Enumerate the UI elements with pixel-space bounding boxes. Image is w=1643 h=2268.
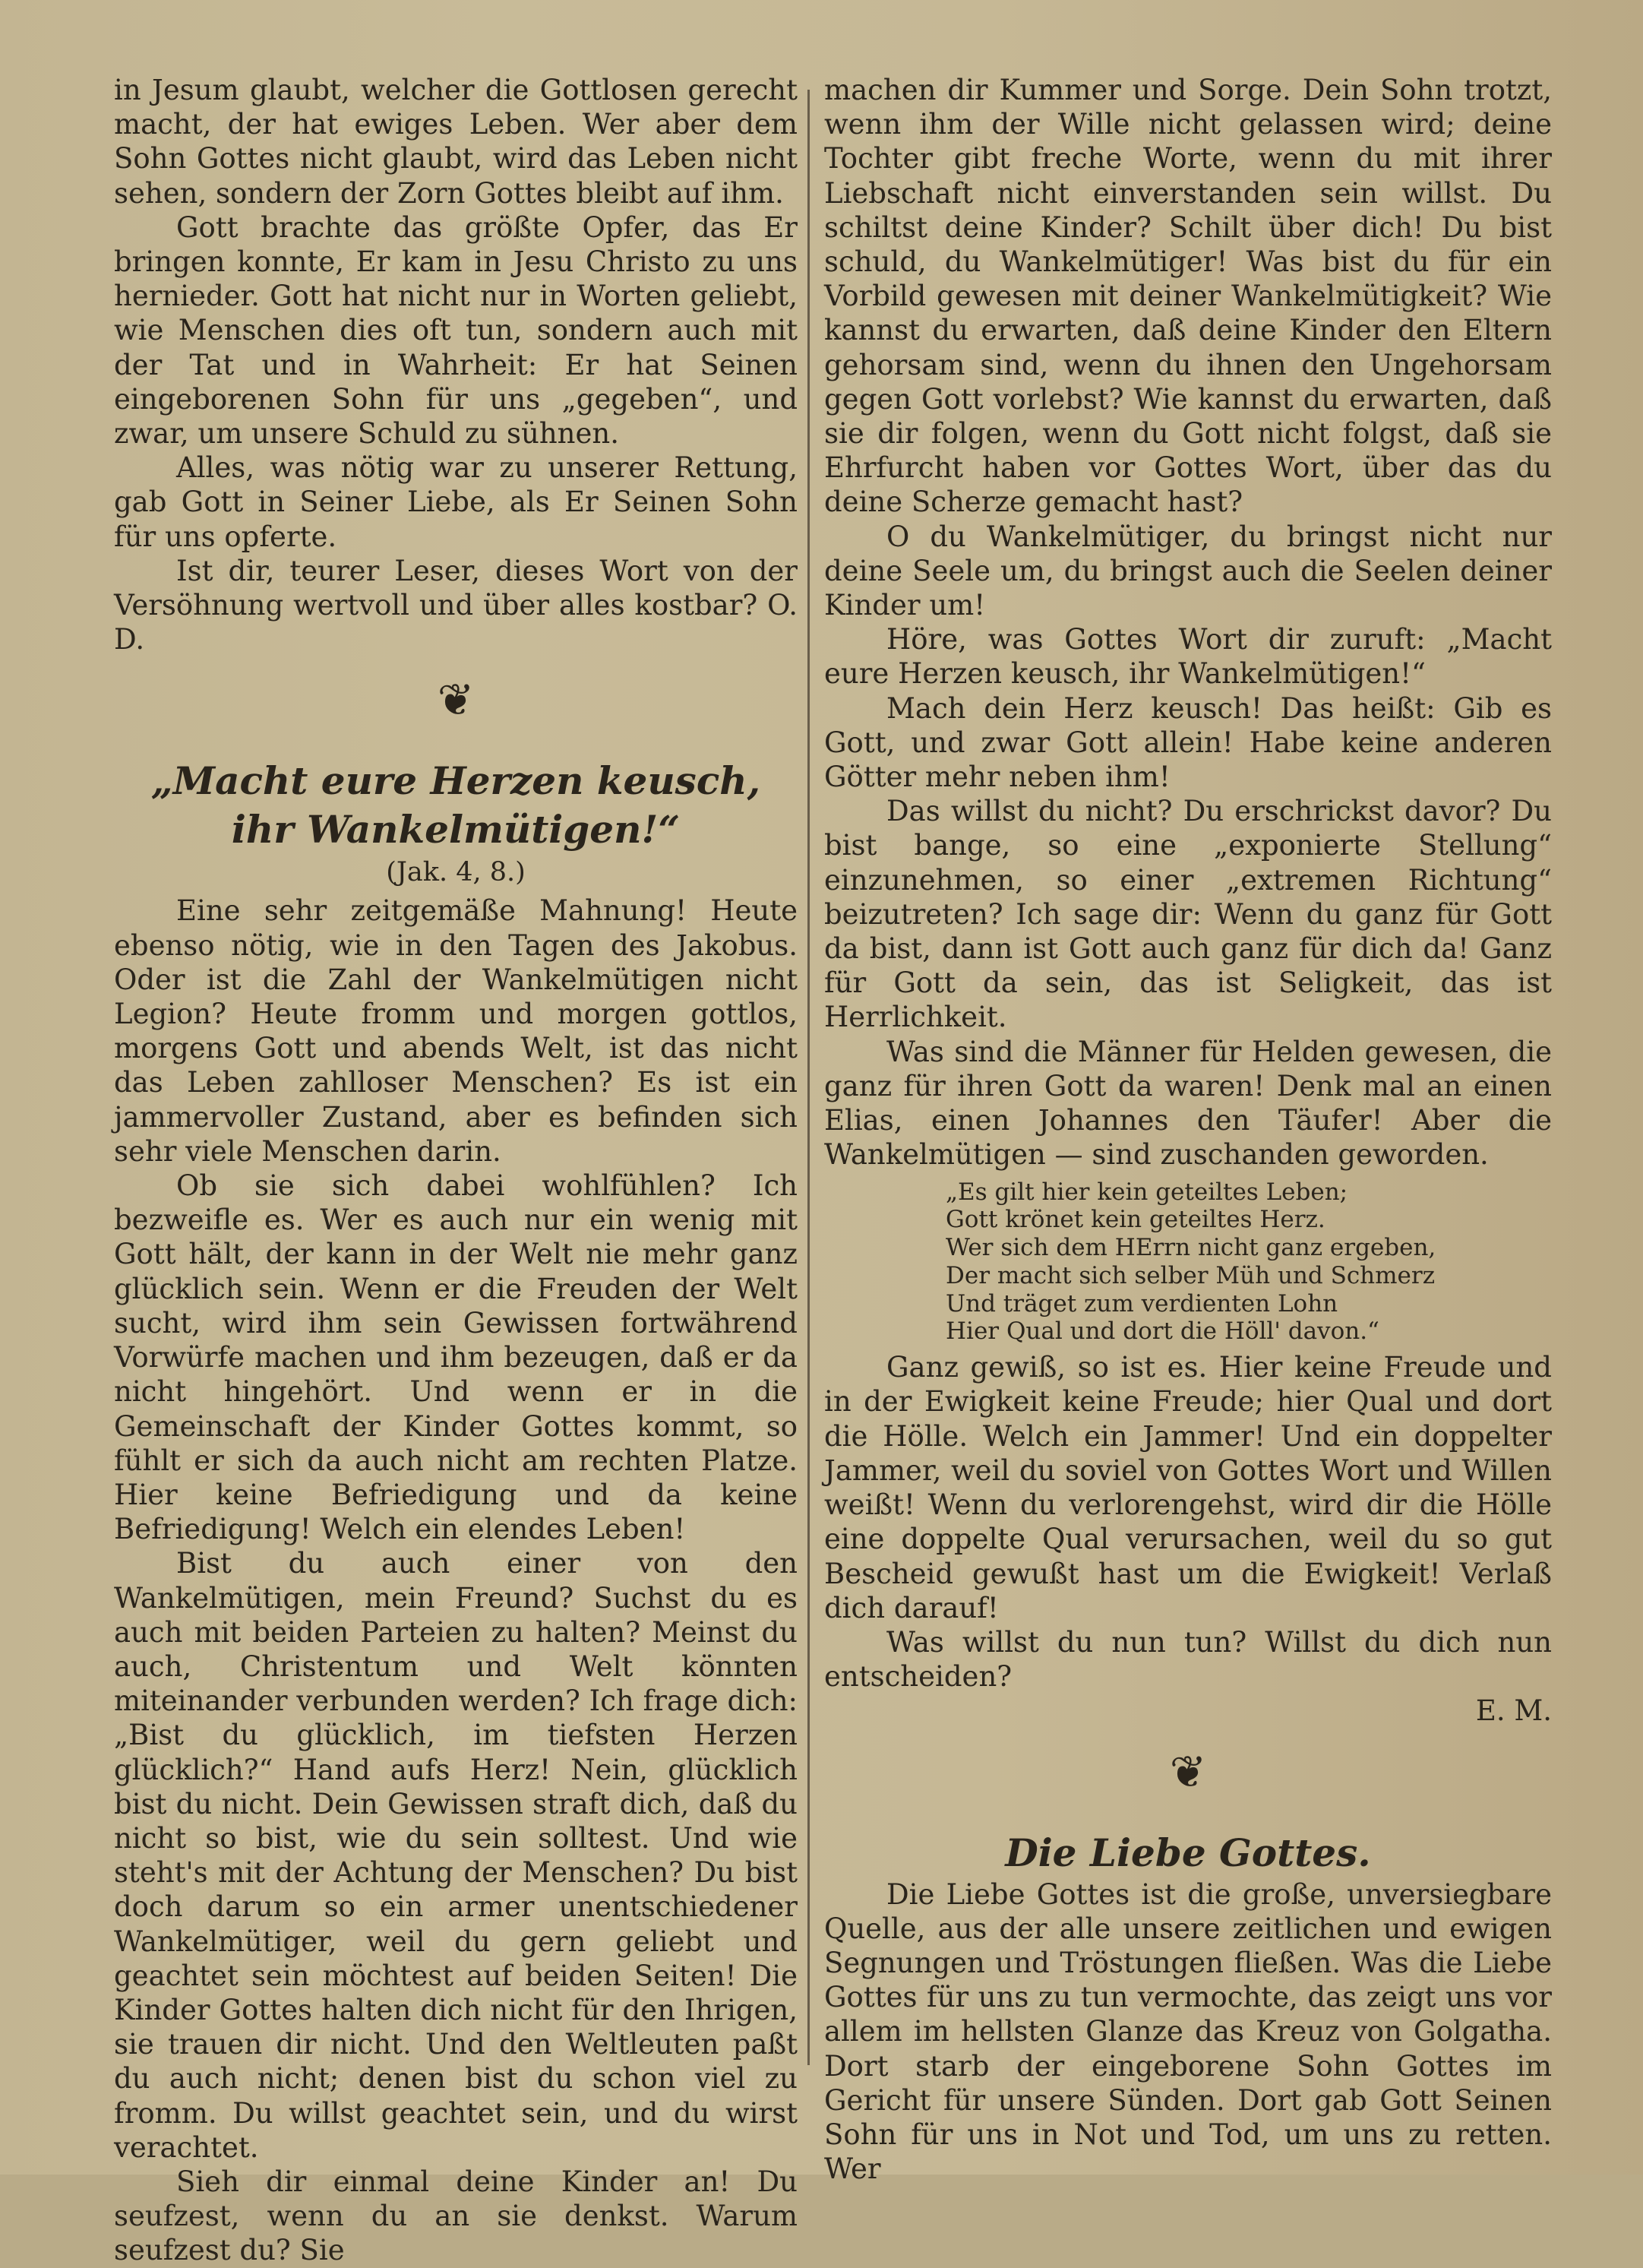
right-paragraph-1: machen dir Kummer und Sorge. Dein Sohn trotzt, wenn ihm der Wille nicht gelassen wird; deine Tochter gibt freche Worte, wenn du mit ihrer Liebschaft nicht einverstanden sein willst. Du schiltst deine Kinder? Schilt über dich! Du bist schuld, du Wankelmütiger! Was bist du für ein Vorbild gewesen mit deiner Wankelmütigkeit? Wie kannst du erwarten, daß deine Kinder den Eltern gehorsam sind, wenn du ihnen den Ungehorsam gegen Gott vorlebst? Wie kannst du erwarten, daß sie dir folgen, wenn du Gott nicht folgst, daß sie Ehrfurcht haben vor Gottes Wort, über das du deine Scherze gemacht hast?: [824, 74, 1552, 519]
poem-line: Der macht sich selber Müh und Schmerz: [946, 1261, 1436, 1289]
intro-paragraph-1: in Jesum glaubt, welcher die Gottlosen gerecht macht, der hat ewiges Leben. Wer aber dem Sohn Gottes nicht glaubt, wird das Leben nicht sehen, sondern der Zorn Gottes bleibt auf ihm.: [114, 74, 798, 210]
right-paragraph-3: Höre, was Gottes Wort dir zuruft: „Macht eure Herzen keusch, ihr Wankelmütigen!“: [824, 623, 1552, 691]
poem-line: Gott krönet kein geteiltes Herz.: [946, 1206, 1325, 1234]
article-paragraph-4: Sieh dir einmal deine Kinder an! Du seufzest, wenn du an sie denkst. Warum seufzest du? Sie: [114, 2165, 798, 2267]
article-paragraph-3: Bist du auch einer von den Wankelmütigen, mein Freund? Suchst du es auch mit beiden Parteien zu halten? Meinst du auch, Christentum und Welt könnten miteinander verbunden werden? Ich frage dich: „Bist du glücklich, im tiefsten Herzen glücklich?“ Hand aufs Herz! Nein, glücklich bist du nicht. Dein Gewissen straft dich, daß du nicht so bist, wie du sein solltest. Und wie steht's mit der Achtung der Menschen? Du bist doch darum so ein armer unentschiedener Wankelmütiger, weil du gern geliebt und geachtet sein möchtest auf beiden Seiten! Die Kinder Gottes halten dich nicht für den Ihrigen, sie trauen dir nicht. Und den Weltleuten paßt du auch nicht; denen bist du schon viel zu fromm. Du willst geachtet sein, und du wirst verachtet.: [114, 1547, 798, 2164]
article-paragraph-1: Eine sehr zeitgemäße Mahnung! Heute ebenso nötig, wie in den Tagen des Jakobus. Oder ist die Zahl der Wankelmütigen nicht Legion? Heute fromm und morgen gottlos, morgens Gott und abends Welt, ist das nicht das Leben zahlloser Menschen? Es ist ein jammervoller Zustand, aber es befinden sich sehr viele Menschen darin.: [114, 894, 798, 1168]
right-paragraph-7: Ganz gewiß, so ist es. Hier keine Freude und in der Ewigkeit keine Freude; hier Qual und dort die Hölle. Welch ein Jammer! Und ein doppelter Jammer, weil du soviel von Gottes Wort und Willen weißt! Wenn du verlorengehst, wird dir die Hölle eine doppelte Qual verursachen, weil du so gut Bescheid gewußt hast um die Ewigkeit! Verlaß dich darauf!: [824, 1351, 1552, 1624]
ornament-icon: ❦: [1169, 1745, 1207, 1798]
poem: [946, 1178, 1552, 1346]
right-paragraph-5: Das willst du nicht? Du erschrickst davor? Du bist bange, so eine „exponierte Stellung“ einzunehmen, so einer „extremen Richtung“ beizutreten? Ich sage dir: Wenn du ganz für Gott da bist, dann ist Gott auch ganz für dich da! Ganz für Gott da sein, das ist Seligkeit, das ist Herrlichkeit.: [824, 795, 1552, 1034]
ornament-icon: ❦: [437, 674, 475, 726]
signature: E. M.: [1475, 1694, 1552, 1728]
article-reference: (Jak. 4, 8.): [386, 857, 526, 888]
column-divider: [807, 90, 810, 2065]
poem-line: Hier Qual und dort die Höll' davon.“: [946, 1317, 1379, 1346]
article-title: „Macht eure Herzen keusch, ihr Wankelmütigen!“: [150, 758, 761, 852]
intro-paragraph-2: Gott brachte das größte Opfer, das Er bringen konnte, Er kam in Jesu Christo zu uns hernieder. Gott hat nicht nur in Worten geliebt, wie Menschen dies oft tun, sondern auch mit der Tat und in Wahrheit: Er hat Seinen eingeborenen Sohn für uns „gegeben“, und zwar, um unsere Schuld zu sühnen.: [114, 210, 798, 451]
intro-paragraph-3: Alles, was nötig war zu unserer Rettung, gab Gott in Seiner Liebe, als Er Seinen Sohn für uns opferte.: [114, 451, 798, 553]
intro-paragraph-4: Ist dir, teurer Leser, dieses Wort von der Versöhnung wertvoll und über alles kostbar? O. D.: [114, 554, 798, 656]
right-paragraph-6: Was sind die Männer für Helden gewesen, die ganz für ihren Gott da waren! Denk mal an einen Elias, einen Johannes den Täufer! Aber die Wankelmütigen — sind zuschanden geworden.: [824, 1035, 1552, 1172]
left-column: [114, 73, 798, 2267]
poem-line: „Es gilt hier kein geteiltes Leben;: [946, 1178, 1348, 1206]
poem-line: Wer sich dem HErrn nicht ganz ergeben,: [946, 1234, 1436, 1262]
right-paragraph-2: O du Wankelmütiger, du bringst nicht nur deine Seele um, du bringst auch die Seelen deiner Kinder um!: [824, 520, 1552, 622]
right-paragraph-4: Mach dein Herz keusch! Das heißt: Gib es Gott, und zwar Gott allein! Habe keine anderen Götter mehr neben ihm!: [824, 691, 1552, 794]
right-column: [824, 73, 1552, 2186]
article2-paragraph-1: Die Liebe Gottes ist die große, unversiegbare Quelle, aus der alle unsere zeitlichen und ewigen Segnungen und Tröstungen fließen. Was die Liebe Gottes für uns zu tun vermochte, das zeigt uns vor allem im hellsten Glanze das Kreuz von Golgatha. Dort starb der eingeborene Sohn Gottes im Gericht für unsere Sünden. Dort gab Gott Seinen Sohn für uns in Not und Tod, um uns zu retten. Wer: [824, 1877, 1552, 2186]
right-paragraph-8: Was willst du nun tun? Willst du dich nun entscheiden?: [824, 1625, 1552, 1694]
article2-title: Die Liebe Gottes.: [1005, 1830, 1371, 1875]
article-paragraph-2: Ob sie sich dabei wohlfühlen? Ich bezweifle es. Wer es auch nur ein wenig mit Gott hält, der kann in der Welt nie mehr ganz glücklich sein. Wenn er die Freuden der Welt sucht, wird ihm sein Gewissen fortwährend Vorwürfe machen und ihm bezeugen, daß er da nicht hingehört. Und wenn er in die Gemeinschaft der Kinder Gottes kommt, so fühlt er sich da auch nicht am rechten Platze. Hier keine Befriedigung und da keine Befriedigung! Welch ein elendes Leben!: [114, 1169, 798, 1546]
poem-line: Und träget zum verdienten Lohn: [946, 1289, 1338, 1317]
